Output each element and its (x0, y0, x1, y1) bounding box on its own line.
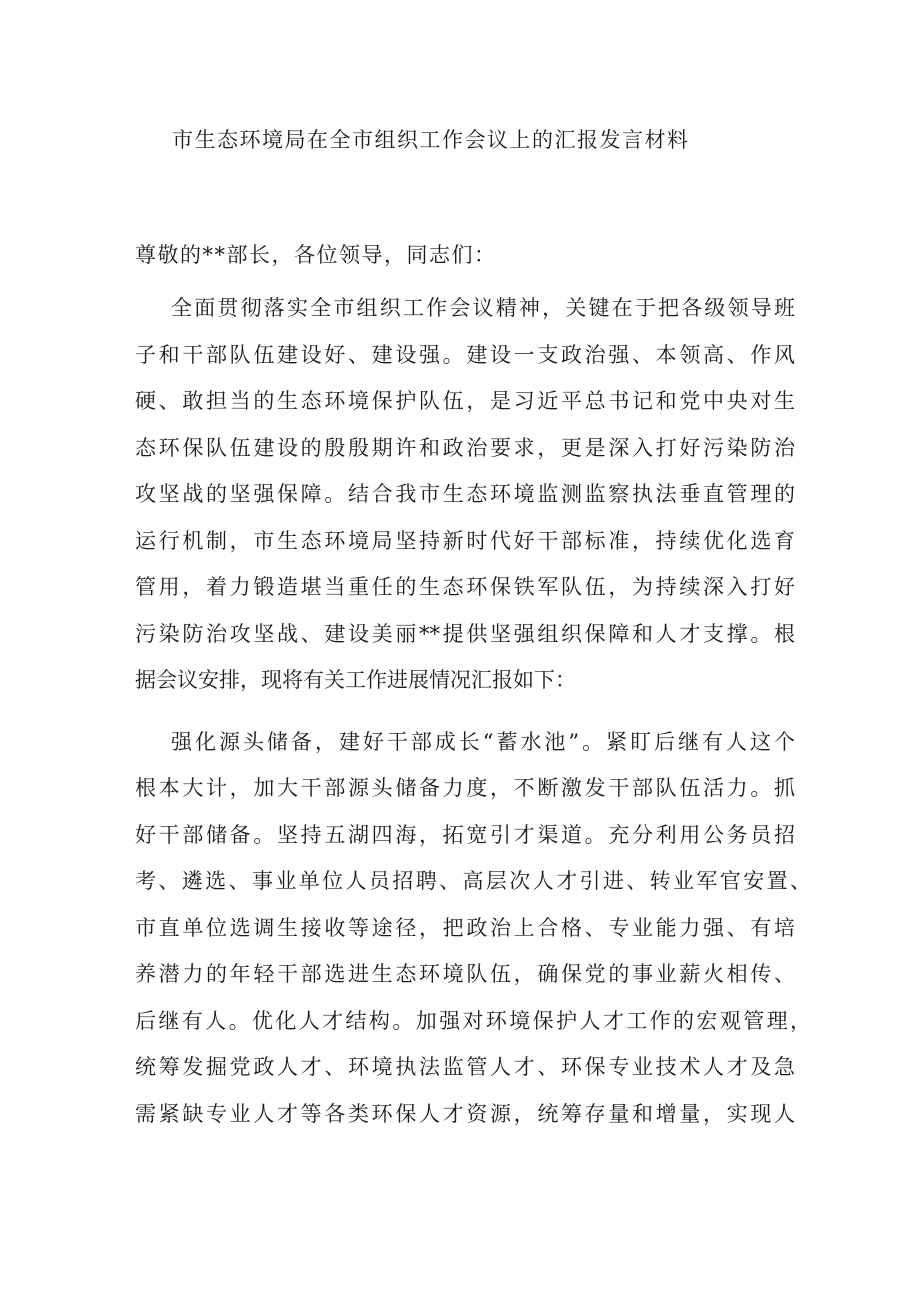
paragraph-line: 市直单位选调生接收等途径，把政治上合格、专业能力强、有培 (135, 916, 795, 940)
paragraph-line: 考、遴选、事业单位人员招聘、高层次人才引进、转业军官安置、 (135, 869, 811, 893)
paragraph-line: 统筹发掘党政人才、环境执法监管人才、环保专业技术人才及急 (135, 1055, 795, 1079)
paragraph-line: 需紧缺专业人才等各类环保人才资源，统筹存量和增量，实现人 (135, 1102, 795, 1126)
paragraph-line: 强化源头储备，建好干部成长“蓄水池”。紧盯后继有人这个 (171, 730, 795, 754)
paragraph-line: 养潜力的年轻干部选进生态环境队伍，确保党的事业薪火相传、 (135, 962, 795, 986)
document-title: 市生态环境局在全市组织工作会议上的汇报发言材料 (172, 128, 690, 152)
paragraph-line: 根本大计，加大干部源头储备力度，不断激发干部队伍活力。抓 (135, 776, 795, 800)
salutation: 尊敬的**部长，各位领导，同志们： (135, 243, 497, 267)
paragraph-line: 管用，着力锻造堪当重任的生态环保铁军队伍，为持续深入打好 (135, 575, 795, 599)
paragraph-line: 硬、敢担当的生态环境保护队伍，是习近平总书记和党中央对生 (135, 389, 795, 413)
paragraph-line: 后继有人。优化人才结构。加强对环境保护人才工作的宏观管理， (135, 1009, 811, 1033)
paragraph-line: 污染防治攻坚战、建设美丽**提供坚强组织保障和人才支撑。根 (135, 622, 795, 646)
paragraph-line: 态环保队伍建设的殷殷期许和政治要求，更是深入打好污染防治 (135, 436, 795, 460)
paragraph-line: 好干部储备。坚持五湖四海，拓宽引才渠道。充分利用公务员招 (135, 823, 795, 847)
paragraph-line: 子和干部队伍建设好、建设强。建设一支政治强、本领高、作风 (135, 343, 795, 367)
paragraph-line: 攻坚战的坚强保障。结合我市生态环境监测监察执法垂直管理的 (135, 482, 795, 506)
paragraph-line: 运行机制，市生态环境局坚持新时代好干部标准，持续优化选育 (135, 529, 795, 553)
paragraph-line: 全面贯彻落实全市组织工作会议精神，关键在于把各级领导班 (171, 296, 795, 320)
paragraph-line: 据会议安排，现将有关工作进展情况汇报如下： (135, 668, 576, 692)
